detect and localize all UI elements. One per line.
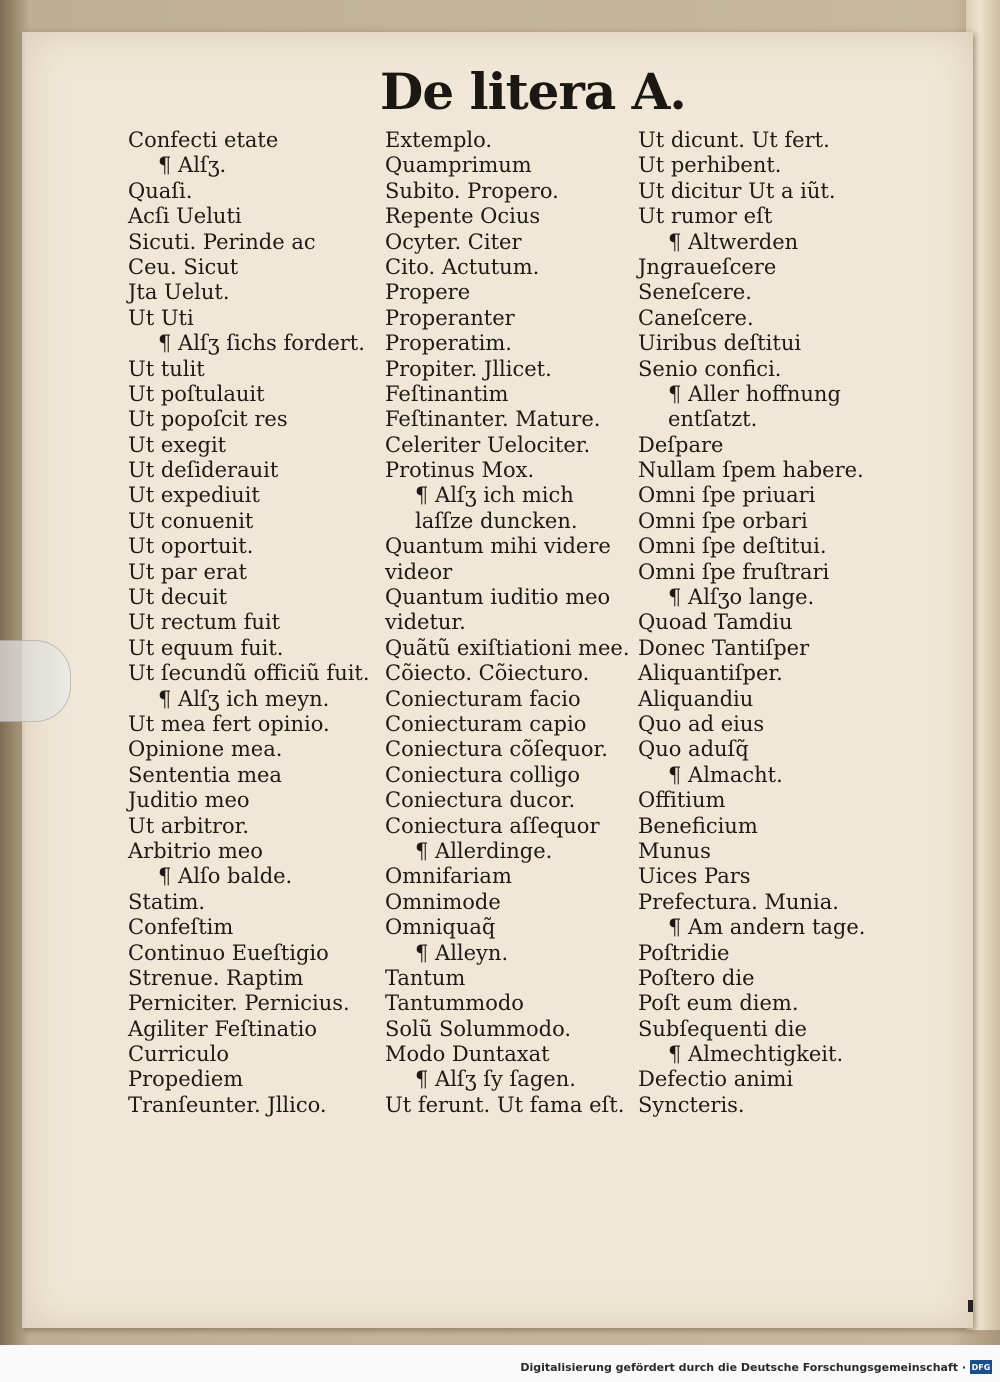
column-3 (638, 128, 865, 1118)
glossary-entry: Confeſtim (128, 915, 234, 940)
section-heading: ¶ Almechtigkeit. (668, 1042, 844, 1067)
glossary-entry: Quaſi. (128, 178, 193, 203)
glossary-entry: Quãtũ exiſtiationi mee. (385, 635, 630, 660)
glossary-entry: Ut par erat (128, 559, 247, 584)
glossary-entry: Omni ſpe deſtitui. (638, 534, 827, 559)
section-heading: ¶ Alſo balde. (158, 864, 293, 889)
section-heading: ¶ Altwerden (668, 229, 799, 254)
section-heading: laſſze duncken. (415, 508, 578, 533)
section-heading: ¶ Am andern tage. (668, 915, 866, 940)
glossary-entry: Ut ferunt. Ut fama eſt. (385, 1092, 625, 1117)
section-heading: entſatzt. (668, 407, 758, 432)
section-heading: ¶ Alſʒ ich meyn. (158, 686, 330, 711)
glossary-entry: Ut arbitror. (128, 813, 250, 838)
glossary-entry: Syncteris. (638, 1092, 745, 1117)
glossary-entry: Omni ſpe priuari (638, 483, 816, 508)
glossary-entry: Coniectura ducor. (385, 788, 576, 813)
glossary-entry: Quamprimum (385, 153, 532, 178)
section-heading: ¶ Alſʒ ich mich (415, 483, 574, 508)
glossary-entry: Celeriter Uelociter. (385, 432, 591, 457)
glossary-entry: Ut ſecundũ officiũ fuit. (128, 661, 370, 686)
glossary-entry: Feſtinantim (385, 381, 509, 406)
glossary-entry: Ut popoſcit res (128, 407, 288, 432)
glossary-entry: Extemplo. (385, 128, 493, 152)
glossary-entry: Subſequenti die (638, 1016, 807, 1041)
glossary-entry: videtur. (385, 610, 466, 635)
glossary-entry: Juditio meo (128, 788, 250, 813)
glossary-entry: Quantum iuditio meo (385, 585, 611, 610)
glossary-entry: Propediem (128, 1067, 244, 1092)
glossary-entry: Omnimode (385, 889, 501, 914)
glossary-entry: Ut oportuit. (128, 534, 254, 559)
glossary-entry: Munus (638, 838, 711, 863)
section-heading: ¶ Alleyn. (415, 940, 509, 965)
glossary-entry: Properatim. (385, 331, 512, 356)
glossary-entry: Ut deſiderauit (128, 458, 279, 483)
glossary-entry: Poſtero die (638, 965, 755, 990)
glossary-entry: Jta Uelut. (128, 280, 230, 305)
page-title: De litera A. (380, 62, 686, 121)
glossary-entry: Uices Pars (638, 864, 751, 889)
section-heading: ¶ Allerdinge. (415, 838, 553, 863)
glossary-entry: Sententia mea (128, 762, 282, 787)
glossary-entry: Perniciter. Pernicius. (128, 991, 350, 1016)
glossary-entry: Ut dicitur Ut a iũt. (638, 178, 836, 203)
glossary-entry: Prefectura. Munia. (638, 889, 839, 914)
glossary-entry: Ut Uti (128, 305, 194, 330)
glossary-entry: Quo ad eius (638, 711, 765, 736)
glossary-entry: Aliquandiu (638, 686, 754, 711)
glossary-entry: Ut conuenit (128, 508, 254, 533)
glossary-entry: Ut tulit (128, 356, 205, 381)
glossary-entry: Offitium (638, 788, 726, 813)
glossary-entry: Tranſeunter. Jllico. (128, 1092, 327, 1117)
glossary-entry: Ut rectum fuit (128, 610, 281, 635)
glossary-entry: Aliquantiſper. (638, 661, 783, 686)
glossary-entry: Quo aduſq̃ (638, 737, 749, 762)
section-heading: ¶ Alſʒ ſy ſagen. (415, 1067, 576, 1092)
glossary-entry: Opinione mea. (128, 737, 283, 762)
glossary-entry: Repente Ocius (385, 204, 541, 229)
glossary-entry: Propere (385, 280, 471, 305)
glossary-entry: Strenue. Raptim (128, 965, 304, 990)
glossary-entry: Ut exegit (128, 432, 227, 457)
binding-clip (0, 640, 71, 722)
glossary-entry: Ut equum fuit. (128, 635, 284, 660)
glossary-entry: Omnifariam (385, 864, 512, 889)
page-mark (968, 1300, 973, 1312)
glossary-entry: Senio confici. (638, 356, 782, 381)
glossary-entry: Defectio animi (638, 1067, 794, 1092)
glossary-entry: Statim. (128, 889, 206, 914)
section-heading: ¶ Aller hoffnung (668, 381, 841, 406)
footer (520, 1360, 992, 1374)
glossary-entry: Confecti etate (128, 128, 279, 152)
column-1 (128, 128, 370, 1118)
glossary-entry: Solũ Solummodo. (385, 1016, 572, 1041)
glossary-entry: videor (385, 559, 453, 584)
glossary-entry: Acſi Ueluti (128, 204, 242, 229)
glossary-entry: Coniectura cõſequor. (385, 737, 608, 762)
glossary-entry: Protinus Mox. (385, 458, 535, 483)
glossary-entry: Seneſcere. (638, 280, 752, 305)
glossary-entry: Jngraueſcere (638, 254, 777, 279)
section-heading: ¶ Alſʒ ſichs fordert. (158, 331, 365, 356)
glossary-entry: Ceu. Sicut (128, 254, 239, 279)
glossary-entry: Poſtridie (638, 940, 730, 965)
glossary-entry: Subito. Propero. (385, 178, 559, 203)
glossary-entry: Tantummodo (385, 991, 524, 1016)
glossary-entry: Donec Tantiſper (638, 635, 810, 660)
glossary-entry: Coniectura colligo (385, 762, 580, 787)
glossary-entry: Caneſcere. (638, 305, 754, 330)
glossary-entry: Ut decuit (128, 585, 228, 610)
section-heading: ¶ Alſʒ. (158, 153, 227, 178)
glossary-entry: Ut rumor eſt (638, 204, 773, 229)
glossary-entry: Feſtinanter. Mature. (385, 407, 601, 432)
glossary-entry: Tantum (385, 965, 466, 990)
glossary-entry: Ut perhibent. (638, 153, 782, 178)
glossary-entry: Properanter (385, 305, 515, 330)
glossary-entry: Continuo Eueſtigio (128, 940, 329, 965)
dfg-logo-icon: DFG (970, 1360, 992, 1374)
glossary-entry: Cito. Actutum. (385, 254, 540, 279)
glossary-entry: Omniquaq̃ (385, 915, 496, 940)
glossary-entry: Beneficium (638, 813, 758, 838)
glossary-entry: Cõiecto. Cõiecturo. (385, 661, 590, 686)
glossary-entry: Coniectura aſſequor (385, 813, 600, 838)
glossary-entry: Quoad Tamdiu (638, 610, 793, 635)
glossary-entry: Omni ſpe fruſtrari (638, 559, 830, 584)
section-heading: ¶ Almacht. (668, 762, 783, 787)
glossary-entry: Coniecturam facio (385, 686, 581, 711)
glossary-entry: Ut poſtulauit (128, 381, 265, 406)
glossary-entry: Propiter. Jllicet. (385, 356, 552, 381)
glossary-entry: Modo Duntaxat (385, 1042, 550, 1067)
glossary-entry: Arbitrio meo (128, 838, 263, 863)
glossary-entry: Ut mea fert opinio. (128, 711, 330, 736)
glossary-entry: Ut dicunt. Ut fert. (638, 128, 830, 152)
glossary-entry: Poſt eum diem. (638, 991, 799, 1016)
glossary-entry: Ocyter. Citer (385, 229, 522, 254)
glossary-entry: Coniecturam capio (385, 711, 587, 736)
glossary-entry: Curriculo (128, 1042, 230, 1067)
section-heading: ¶ Alſʒo lange. (668, 585, 815, 610)
glossary-entry: Quantum mihi videre (385, 534, 611, 559)
glossary-entry: Nullam ſpem habere. (638, 458, 864, 483)
glossary-entry: Uiribus deſtitui (638, 331, 802, 356)
glossary-entry: Omni ſpe orbari (638, 508, 808, 533)
glossary-entry: Agiliter Feſtinatio (128, 1016, 317, 1041)
glossary-entry: Sicuti. Perinde ac (128, 229, 316, 254)
glossary-entry: Deſpare (638, 432, 724, 457)
glossary-entry: Ut expediuit (128, 483, 260, 508)
column-2 (385, 128, 630, 1118)
footer-credit: Digitalisierung gefördert durch die Deutsche Forschungsgemeinschaft · (520, 1360, 966, 1374)
